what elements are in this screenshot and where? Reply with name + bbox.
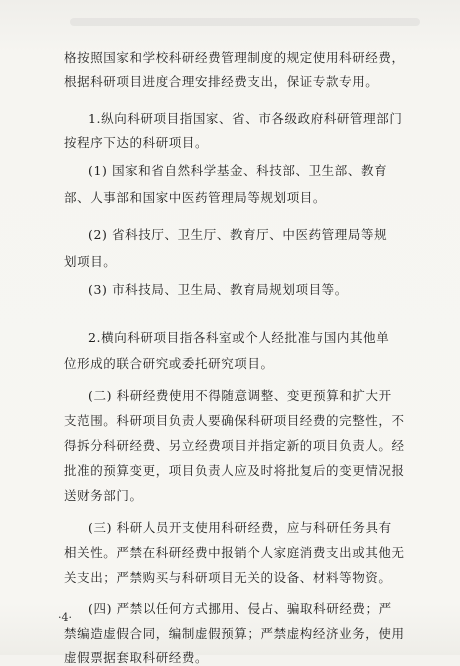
text-line: (2) 省科技厅、卫生厅、教育厅、中医药管理局等规 (88, 227, 388, 242)
text-line: (三) 科研人员开支使用科研经费，应与科研任务具有 (88, 520, 392, 535)
text-line: (四) 严禁以任何方式挪用、侵占、骗取科研经费；严 (88, 601, 392, 616)
text-line: 送财务部门。 (64, 488, 143, 503)
text-line: 相关性。严禁在科研经费中报销个人家庭消费支出或其他无 (64, 545, 405, 560)
text-line: 批准的预算变更，项目负责人应及时将批复后的变更情况报 (64, 463, 405, 478)
page-number: ·4· (58, 611, 72, 624)
text-line: (二) 科研经费使用不得随意调整、变更预算和扩大开 (88, 388, 392, 403)
text-line: 1.纵向科研项目指国家、省、市各级政府科研管理部门 (88, 111, 403, 126)
text-line: 格按照国家和学校科研经费管理制度的规定使用科研经费， (64, 50, 405, 65)
text-line: 禁编造虚假合同，编制虚假预算；严禁虚构经济业务，使用 (64, 626, 405, 641)
bleed-through-mark (70, 18, 420, 26)
text-line: 关支出；严禁购买与科研项目无关的设备、材料等物资。 (64, 570, 392, 585)
text-line: 得拆分科研经费、另立经费项目并指定新的项目负责人。经 (64, 438, 405, 453)
text-line: 虚假票据套取科研经费。 (64, 650, 209, 665)
text-line: 划项目。 (64, 254, 117, 269)
text-line: 位形成的联合研究或委托研究项目。 (64, 356, 274, 371)
text-line: 按程序下达的科研项目。 (64, 135, 209, 150)
text-line: (3) 市科技局、卫生局、教育局规划项目等。 (88, 282, 348, 297)
text-line: 2.横向科研项目指各科室或个人经批准与国内其他单 (88, 330, 390, 345)
text-line: 根据科研项目进度合理安排经费支出，保证专款专用。 (64, 74, 379, 89)
text-line: 支范围。科研项目负责人要确保科研项目经费的完整性，不 (64, 413, 405, 428)
text-line: (1) 国家和省自然科学基金、科技部、卫生部、教育 (88, 163, 388, 178)
text-line: 部、人事部和国家中医药管理局等规划项目。 (64, 190, 327, 205)
